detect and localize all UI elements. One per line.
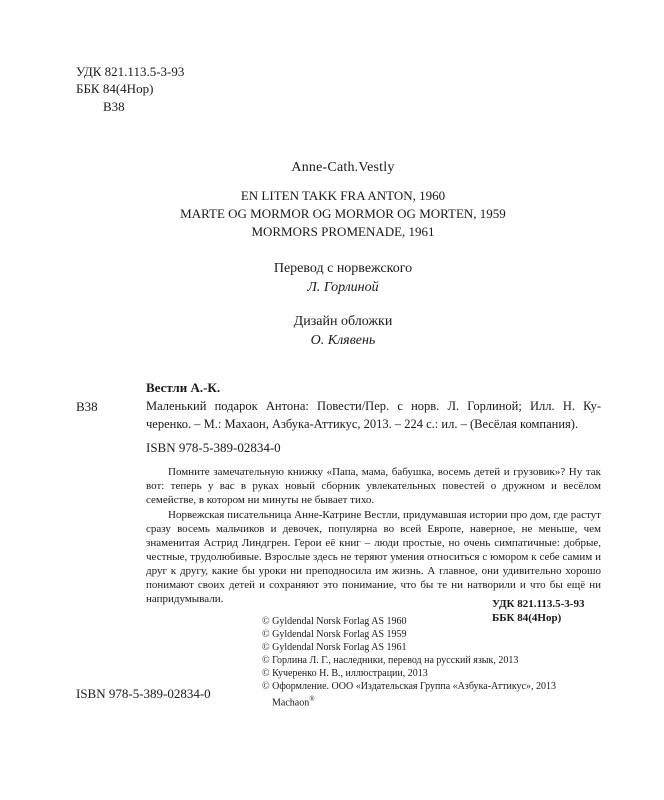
copyright-line: © Кучеренко Н. В., иллюстрации, 2013: [262, 668, 428, 679]
original-title: MORMORS PROMENADE, 1961: [251, 224, 435, 239]
translation-label: Перевод с норвежского: [273, 261, 413, 276]
catalog-sign-code: В38: [76, 399, 98, 414]
catalog-description-line: черенко. – М.: Махаон, Азбука-Аттикус, 2013. – 224 с.: ил. – (Весёлая компания).: [146, 417, 579, 431]
annotation-paragraph: Помните замечательную книжку «Папа, мама, бабушка, восемь детей и грузовик»? Ну так вот: теперь у вас в руках новый сборник увлекательных повестей о дружном и весёлом семействе, в котором ни минуты не бывает тихо.: [146, 466, 601, 506]
catalog-author: Вестли А.-К.: [146, 380, 221, 395]
copyright-line: © Gyldendal Norsk Forlag AS 1961: [262, 642, 407, 653]
registered-mark: ®: [309, 695, 315, 703]
translator-name: Л. Горлиной: [307, 280, 379, 295]
catalog-description-line: Маленький подарок Антона: Повести/Пер. с норв. Л. Горлиной; Илл. Н. Ку-: [146, 399, 601, 413]
udk-code: УДК 821.113.5-3-93: [76, 64, 185, 79]
author-sign-code: В38: [103, 99, 125, 114]
copyright-line: © Горлина Л. Г., наследники, перевод на русский язык, 2013: [262, 655, 519, 666]
original-title: MARTE OG MORMOR OG MORMOR OG MORTEN, 1959: [180, 206, 506, 221]
catalog-isbn: ISBN 978-5-389-02834-0: [146, 440, 281, 455]
isbn-bottom: ISBN 978-5-389-02834-0: [76, 686, 211, 701]
design-label: Дизайн обложки: [293, 314, 393, 329]
copyright-line: © Оформление. ООО «Издательская Группа «Азбука-Аттикус», 2013: [262, 681, 556, 692]
copyright-line: © Gyldendal Norsk Forlag AS 1960: [262, 616, 407, 627]
annotation-paragraph: Норвежская писательница Анне-Катрине Вестли, придумавшая истории про дом, где растут сразу восемь мальчиков и девочек, популярна во всей Европе, наверное, не меньше, чем знаменитая Астрид Линдгрен. Герои её книг – люди простые, но очень симпатичные: добрые, честные, трудолюбивые. Взрослые здесь не теряют умения относиться с юмором к себе самим и друг к другу, какие бы уроки ни преподносила им жизнь. А главное, они удивительно хорошо понимают своих детей и сохраняют это понимание, что бы те ни натворили и что бы ещё ни напридумывали.: [146, 509, 601, 605]
bbk-code-bottom: ББК 84(4Нор): [492, 612, 562, 624]
publisher-name: Machaon: [272, 697, 310, 709]
copyright-line: © Gyldendal Norsk Forlag AS 1959: [262, 629, 407, 640]
original-author: Anne-Cath.Vestly: [291, 160, 395, 175]
publisher-trademark: [272, 693, 315, 709]
designer-name: О. Клявень: [310, 333, 376, 348]
bbk-code: ББК 84(4Нор): [76, 81, 154, 96]
udk-code-bottom: УДК 821.113.5-3-93: [492, 598, 585, 610]
original-title: EN LITEN TAKK FRA ANTON, 1960: [240, 188, 446, 203]
